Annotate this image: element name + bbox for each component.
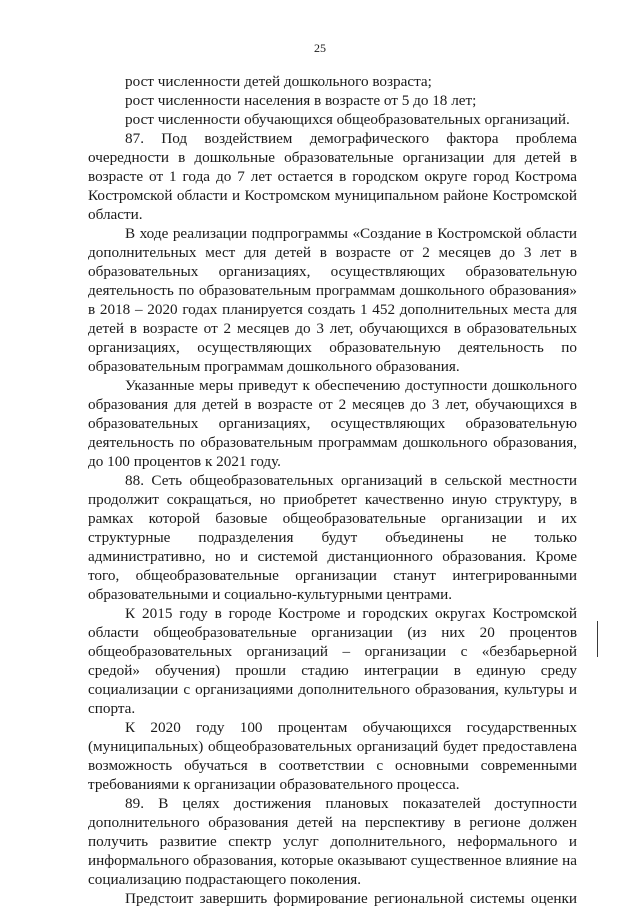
text-line: рост численности населения в возрасте от 5 до 18 лет; bbox=[125, 92, 477, 109]
text-line: деятельность по образовательным программам дошкольного образования, bbox=[88, 434, 577, 451]
text-line: 87. Под воздействием демографического фактора проблема bbox=[125, 130, 577, 147]
text-line: в 2018 – 2020 годах планируется создать 1 452 дополнительных места для bbox=[88, 301, 577, 318]
text-line: структурные подразделения будут объединены не только bbox=[88, 529, 577, 546]
text-line: В ходе реализации подпрограммы «Создание в Костромской области bbox=[125, 225, 577, 242]
text-line: того, общеобразовательные организации станут интегрированными bbox=[88, 567, 577, 584]
page-number: 25 bbox=[314, 41, 326, 55]
text-line: социализации с организациями дополнительного образования, культуры и bbox=[88, 681, 577, 698]
text-line: К 2020 году 100 процентам обучающихся государственных bbox=[125, 719, 577, 736]
text-line: рамках которой базовые общеобразовательные организации и их bbox=[88, 510, 577, 527]
text-line: административно, но и системой дистанционного образования. Кроме bbox=[88, 548, 577, 565]
text-line: возможность обучаться в соответствии с основными современными bbox=[88, 757, 577, 774]
text-line: рост численности обучающихся общеобразовательных организаций. bbox=[125, 111, 570, 128]
text-line: до 100 процентов к 2021 году. bbox=[88, 453, 281, 470]
text-line: (муниципальных) общеобразовательных организаций будет предоставлена bbox=[88, 738, 577, 755]
text-line: детей в возрасте от 2 месяцев до 3 лет, обучающихся в образовательных bbox=[88, 320, 577, 337]
text-line: возрасте от 1 года до 7 лет остается в городском округе город Кострома bbox=[88, 168, 577, 185]
text-line: организациях, осуществляющих образовательную деятельность по bbox=[88, 339, 577, 356]
margin-mark bbox=[597, 621, 598, 657]
text-line: образовательным программам дошкольного образования. bbox=[88, 358, 460, 375]
text-line: требованиями к организации образовательного процесса. bbox=[88, 776, 460, 793]
text-line: дополнительных мест для детей в возрасте от 2 месяцев до 3 лет в bbox=[88, 244, 577, 261]
text-line: очередности в дошкольные образовательные организации для детей в bbox=[88, 149, 577, 166]
text-line: спорта. bbox=[88, 700, 136, 717]
text-line: образовательных организациях, осуществляющих образовательную bbox=[88, 263, 577, 280]
text-line: образования для детей в возрасте от 2 месяцев до 3 лет, обучающихся в bbox=[88, 396, 577, 413]
text-line: Указанные меры приведут к обеспечению доступности дошкольного bbox=[125, 377, 577, 394]
text-line: образовательных организациях, осуществляющих образовательную bbox=[88, 415, 577, 432]
text-line: деятельность по образовательным программам дошкольного образования» bbox=[88, 282, 577, 299]
text-line: информального образования, которые оказывают существенное влияние на bbox=[88, 852, 577, 869]
text-line: области. bbox=[88, 206, 143, 223]
text-line: общеобразовательных организаций – организации с «безбарьерной bbox=[88, 643, 577, 660]
text-line: К 2015 году в городе Костроме и городских округах Костромской bbox=[125, 605, 577, 622]
text-line: Предстоит завершить формирование региональной системы оценки bbox=[125, 890, 577, 907]
text-line: получить развитие спектр услуг дополнительного, неформального и bbox=[88, 833, 577, 850]
text-line: 88. Сеть общеобразовательных организаций в сельской местности bbox=[125, 472, 577, 489]
text-line: дополнительного образования детей на перспективу в регионе должен bbox=[88, 814, 577, 831]
text-line: рост численности детей дошкольного возраста; bbox=[125, 73, 432, 90]
text-line: продолжит сокращаться, но приобретет качественно иную структуру, в bbox=[88, 491, 577, 508]
text-line: области общеобразовательные организации (из них 20 процентов bbox=[88, 624, 577, 641]
text-line: средой» обучения) прошли стадию интеграции в единую среду bbox=[88, 662, 577, 679]
document-body bbox=[88, 72, 577, 908]
text-line: 89. В целях достижения плановых показателей доступности bbox=[125, 795, 577, 812]
text-line: социализацию подрастающего поколения. bbox=[88, 871, 362, 888]
text-line: образовательными и социально-культурными центрами. bbox=[88, 586, 453, 603]
text-line: Костромской области и Костромском муниципальном районе Костромской bbox=[88, 187, 577, 204]
